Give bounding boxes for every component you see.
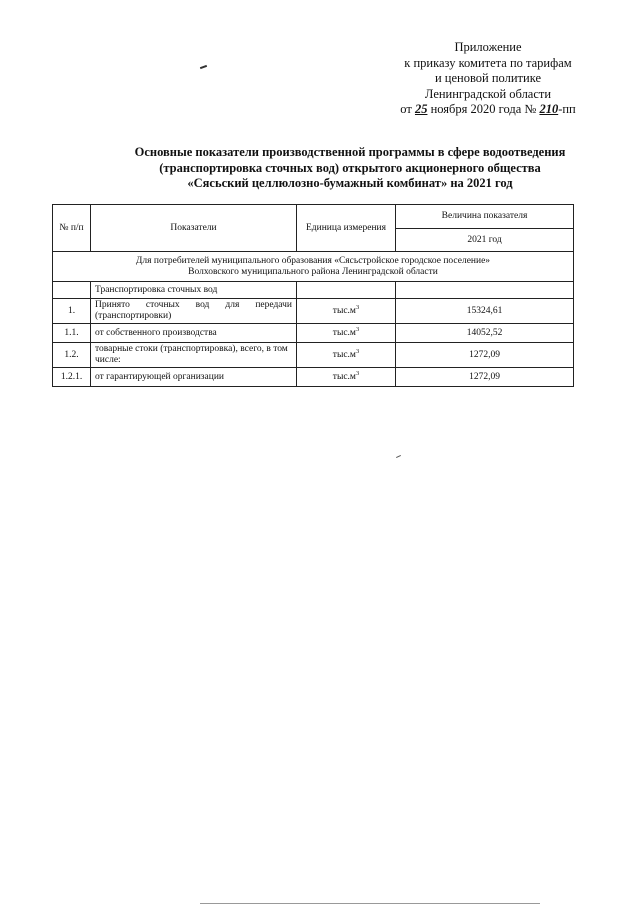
row-number: 1.1. <box>53 324 91 343</box>
table-header-row <box>53 205 574 229</box>
annex-title: Приложение <box>454 40 522 54</box>
table-row <box>53 299 574 324</box>
order-prefix: от <box>400 102 415 116</box>
row-number: 1. <box>53 299 91 324</box>
row-number: 1.2.1. <box>53 368 91 387</box>
table-group-row <box>53 252 574 282</box>
row-indicator: товарные стоки (транспортировка), всего, в том числе: <box>91 343 297 368</box>
table-row <box>53 324 574 343</box>
title-line-1: Основные показатели производственной программы в сфере водоотведения <box>134 145 566 159</box>
header-year: 2021 год <box>396 229 574 252</box>
header-number: № п/п <box>53 205 91 252</box>
unit-text: тыс.м <box>332 327 356 338</box>
row-indicator: от гарантирующей организации <box>91 368 297 387</box>
row-value: 1272,09 <box>396 368 574 387</box>
stray-mark <box>200 65 207 69</box>
order-number: 210 <box>539 102 559 116</box>
title-line-3: «Сясьский целлюлозно-бумажный комбинат» на 2021 год <box>187 176 513 190</box>
stray-mark <box>396 455 401 458</box>
row-indicator: от собственного производства <box>91 324 297 343</box>
scan-edge-line <box>200 903 540 904</box>
section-empty-cell <box>396 282 574 299</box>
row-indicator: Принято сточных вод для передачи (транспортировки) <box>91 299 297 324</box>
annex-policy: и ценовой политике <box>434 71 542 85</box>
group-caption-line-2: Волховского муниципального района Ленинградской области <box>188 266 438 277</box>
annex-region: Ленинградской области <box>424 86 552 101</box>
indicators-table <box>52 204 574 387</box>
header-value: Величина показателя <box>396 205 574 229</box>
unit-text: тыс.м <box>332 371 356 382</box>
table-row <box>53 368 574 387</box>
unit-exponent: 3 <box>355 325 360 333</box>
group-caption <box>53 252 574 282</box>
row-value: 1272,09 <box>396 343 574 368</box>
table-section-row <box>53 282 574 299</box>
unit-exponent: 3 <box>355 347 360 355</box>
row-value: 15324,61 <box>396 299 574 324</box>
order-suffix: -пп <box>558 102 576 116</box>
row-unit <box>297 299 396 324</box>
table-row <box>53 343 574 368</box>
annex-block <box>390 40 586 118</box>
group-caption-line-1: Для потребителей муниципального образования «Сясьстройское городское поселение» <box>135 255 491 266</box>
unit-text: тыс.м <box>332 349 356 360</box>
section-label: Транспортировка сточных вод <box>91 282 297 299</box>
section-empty-cell <box>297 282 396 299</box>
annex-committee: к приказу комитета по тарифам <box>404 55 572 70</box>
unit-text: тыс.м <box>332 305 356 316</box>
row-unit <box>297 343 396 368</box>
order-month-year: ноября 2020 года № <box>427 102 540 116</box>
header-unit: Единица измерения <box>297 205 396 252</box>
row-value: 14052,52 <box>396 324 574 343</box>
row-unit <box>297 368 396 387</box>
title-line-2: (транспортировка сточных вод) открытого акционерного общества <box>159 160 541 175</box>
order-day: 25 <box>414 102 428 116</box>
annex-order-line <box>390 102 586 118</box>
row-unit <box>297 324 396 343</box>
header-indicator: Показатели <box>91 205 297 252</box>
section-empty-cell <box>53 282 91 299</box>
document-title <box>100 145 600 192</box>
unit-exponent: 3 <box>355 369 360 377</box>
unit-exponent: 3 <box>355 303 360 311</box>
row-number: 1.2. <box>53 343 91 368</box>
